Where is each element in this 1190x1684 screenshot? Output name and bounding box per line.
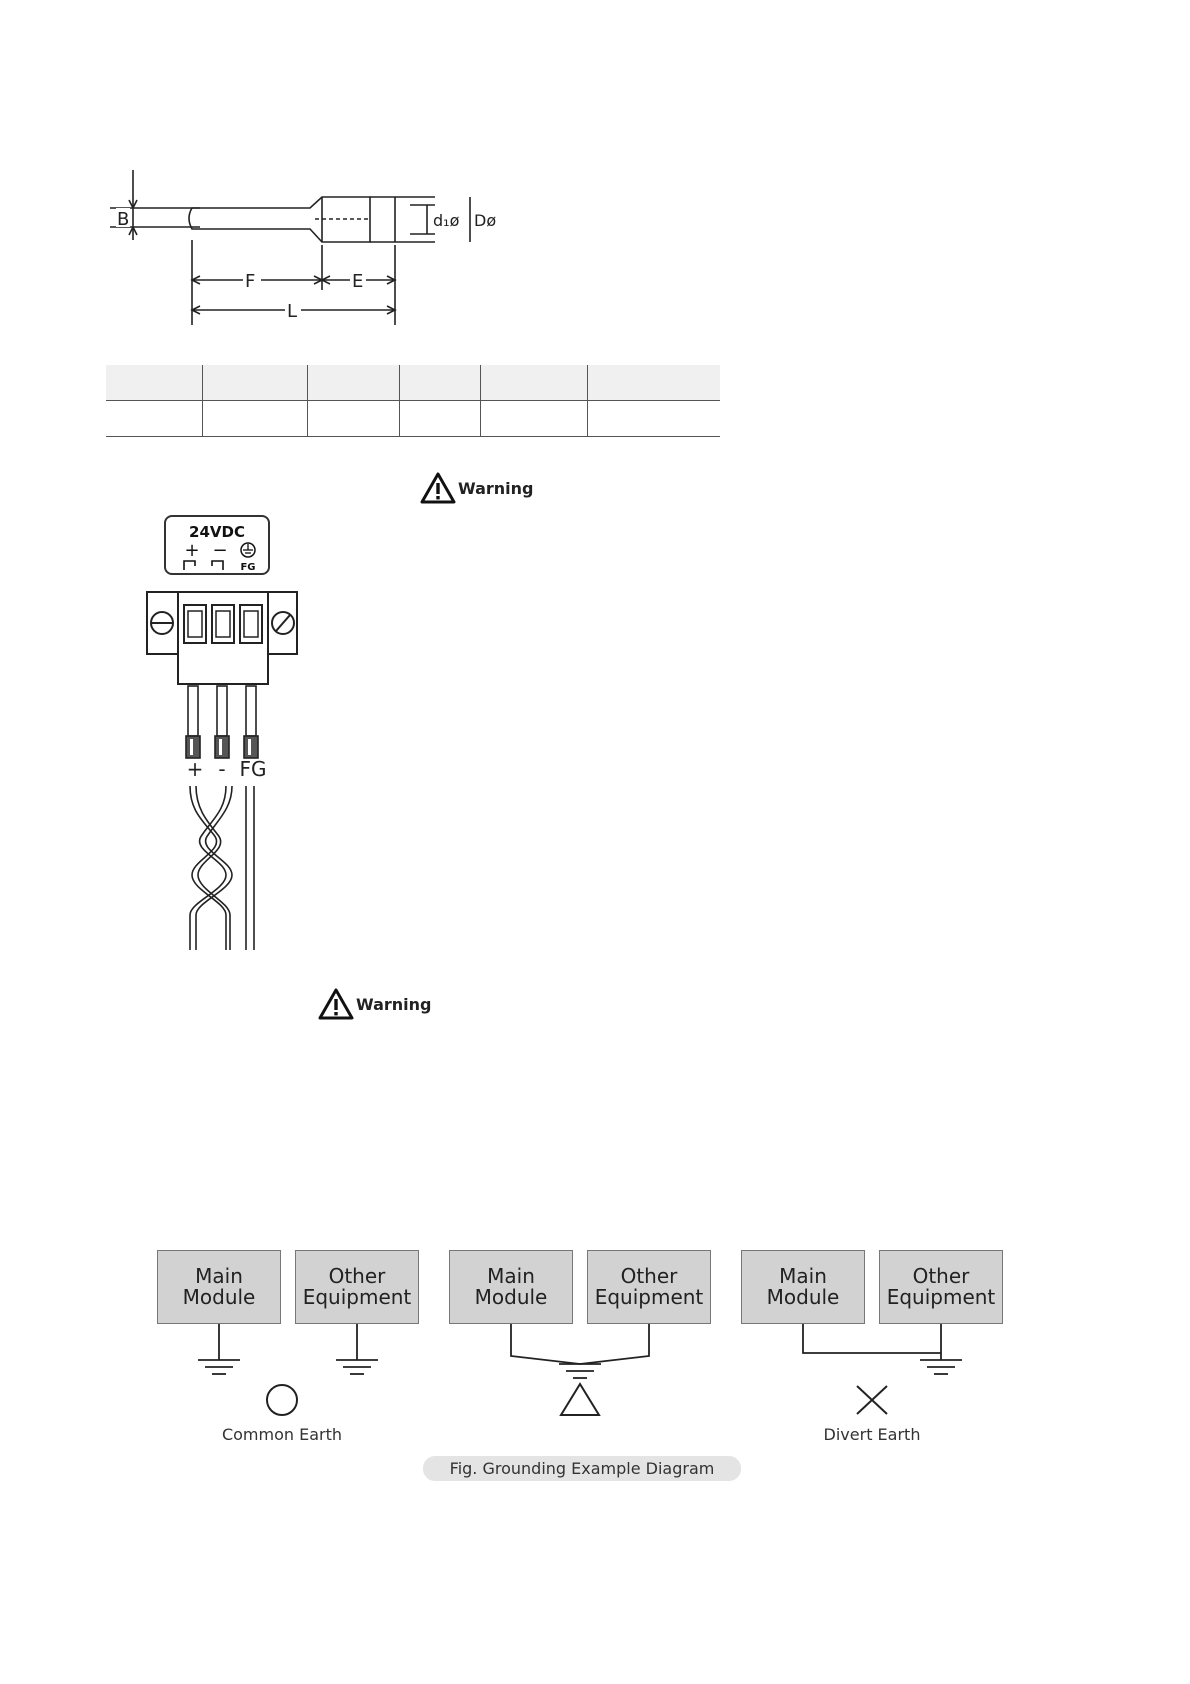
box-label-line1: Other bbox=[620, 1264, 678, 1288]
figure-caption: Fig. Grounding Example Diagram bbox=[423, 1456, 741, 1481]
ground-symbol-icon bbox=[920, 1360, 962, 1374]
main-module-box bbox=[741, 1250, 865, 1324]
wire-fg-label: FG bbox=[239, 757, 267, 781]
ferrule-spec-table bbox=[106, 365, 720, 437]
other-equipment-box bbox=[587, 1250, 711, 1324]
table-cell bbox=[587, 401, 720, 437]
table-cell bbox=[307, 401, 399, 437]
wire-minus-label: - bbox=[218, 757, 226, 781]
table-cell bbox=[399, 365, 480, 401]
table-cell bbox=[106, 401, 202, 437]
table-cell bbox=[202, 365, 307, 401]
box-label-line2: Equipment bbox=[886, 1285, 996, 1309]
warning-triangle-icon bbox=[318, 988, 354, 1020]
table-cell bbox=[307, 365, 399, 401]
box-label-line1: Other bbox=[328, 1264, 386, 1288]
grounding-wiring bbox=[0, 1320, 1190, 1450]
terminal-voltage-label: 24VDC bbox=[189, 523, 245, 541]
box-label-line1: Main bbox=[779, 1264, 827, 1288]
other-equipment-box bbox=[295, 1250, 419, 1324]
other-equipment-box bbox=[879, 1250, 1003, 1324]
triangle-mark-icon bbox=[561, 1384, 599, 1415]
common-earth-label: Common Earth bbox=[221, 1425, 343, 1444]
box-label-line2: Equipment bbox=[594, 1285, 704, 1309]
main-module-box bbox=[157, 1250, 281, 1324]
box-label-line1: Main bbox=[487, 1264, 535, 1288]
ferrule-dimension-diagram bbox=[100, 165, 550, 335]
box-label-line1: Other bbox=[912, 1264, 970, 1288]
dim-label-e: E bbox=[352, 271, 364, 292]
table-cell bbox=[480, 401, 587, 437]
dim-label-d: Dø bbox=[474, 211, 497, 230]
ground-symbol-icon bbox=[336, 1324, 378, 1374]
table-cell bbox=[587, 365, 720, 401]
warning-notice-1 bbox=[420, 472, 533, 504]
main-module-box bbox=[449, 1250, 573, 1324]
dim-label-l: L bbox=[287, 301, 298, 322]
dim-label-d1: d₁ø bbox=[433, 211, 460, 230]
box-label-line2: Module bbox=[766, 1285, 840, 1309]
table-header-row bbox=[106, 365, 720, 401]
table-cell bbox=[202, 401, 307, 437]
warning-label: Warning bbox=[356, 994, 432, 1014]
box-label-line2: Equipment bbox=[302, 1285, 412, 1309]
power-terminal-diagram bbox=[140, 510, 310, 950]
terminal-plus-label: + bbox=[184, 540, 200, 561]
ground-symbol-icon bbox=[198, 1324, 240, 1374]
table-cell bbox=[399, 401, 480, 437]
warning-notice-2 bbox=[318, 988, 431, 1020]
warning-label: Warning bbox=[458, 478, 534, 498]
terminal-minus-label: − bbox=[212, 540, 228, 561]
twisted-pair-cable bbox=[190, 786, 254, 950]
terminal-fg-label: FG bbox=[240, 562, 256, 573]
box-label-line2: Module bbox=[474, 1285, 548, 1309]
table-row bbox=[106, 401, 720, 437]
box-label-line1: Main bbox=[195, 1264, 243, 1288]
divert-earth-label: Divert Earth bbox=[823, 1425, 921, 1444]
circle-mark-icon bbox=[267, 1385, 297, 1415]
dim-label-b: B bbox=[117, 209, 130, 230]
dim-label-f: F bbox=[245, 271, 256, 292]
box-label-line2: Module bbox=[182, 1285, 256, 1309]
ground-symbol-icon bbox=[559, 1364, 601, 1378]
table-cell bbox=[480, 365, 587, 401]
cross-mark-icon bbox=[857, 1386, 887, 1414]
table-cell bbox=[106, 365, 202, 401]
warning-triangle-icon bbox=[420, 472, 456, 504]
wire-plus-label: + bbox=[186, 757, 204, 781]
